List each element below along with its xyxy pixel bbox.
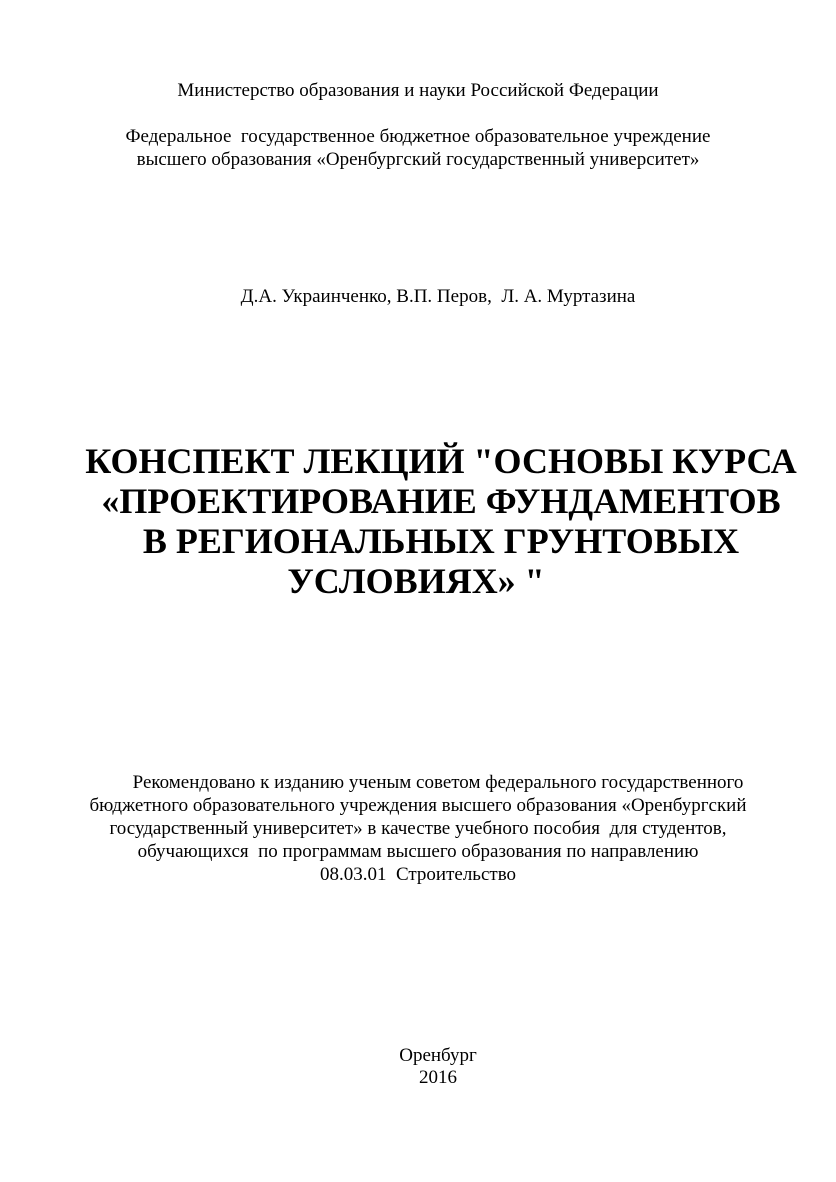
- recommendation-line-5: 08.03.01 Строительство: [319, 864, 517, 885]
- institution-line-1: Федеральное государственное бюджетное образовательное учреждение: [125, 126, 711, 147]
- recommendation-line-4: обучающихся по программам высшего образования по направлению: [137, 841, 699, 862]
- ministry-line: Министерство образования и науки Российской Федерации: [177, 80, 659, 101]
- title-line-3: В РЕГИОНАЛЬНЫХ ГРУНТОВЫХ: [142, 521, 740, 561]
- institution-line-2: высшего образования «Оренбургский государственный университет»: [136, 149, 700, 170]
- recommendation-line-3: государственный университет» в качестве учебного пособия для студентов,: [109, 818, 727, 839]
- title-line-1: КОНСПЕКТ ЛЕКЦИЙ "ОСНОВЫ КУРСА: [85, 441, 797, 481]
- title-line-4: УСЛОВИЯХ» ": [287, 561, 545, 601]
- footer-year: 2016: [419, 1067, 457, 1088]
- title-line-2: «ПРОЕКТИРОВАНИЕ ФУНДАМЕНТОВ: [101, 481, 781, 521]
- recommendation-block: [0, 771, 836, 886]
- recommendation-line-2: бюджетного образовательного учреждения высшего образования «Оренбургский: [89, 795, 747, 816]
- footer-city: Оренбург: [399, 1045, 477, 1066]
- authors-line: Д.А. Украинченко, В.П. Перов, Л. А. Муртазина: [240, 286, 636, 307]
- document-title: [0, 441, 836, 601]
- recommendation-line-1: Рекомендовано к изданию ученым советом федерального государственного: [132, 772, 744, 793]
